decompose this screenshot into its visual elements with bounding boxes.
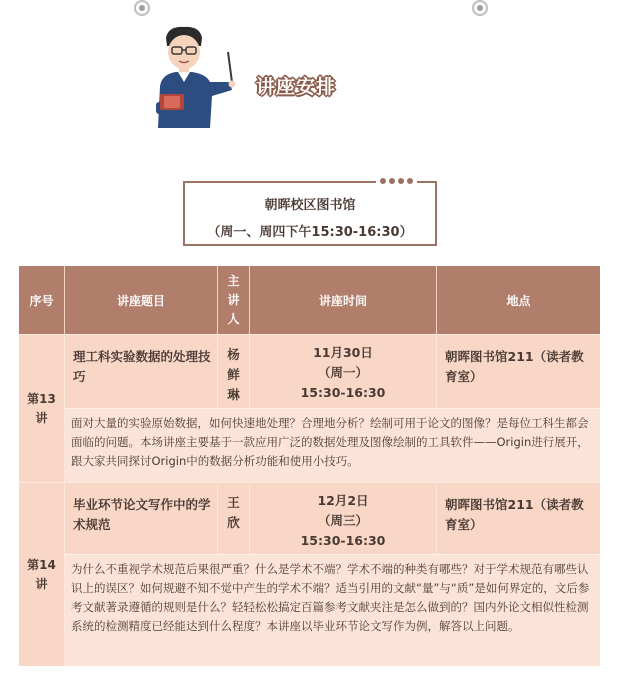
table-row: [19, 482, 600, 666]
decorative-dots-icon: [376, 178, 417, 184]
column-header-speaker: [218, 266, 250, 334]
venue-name: 朝晖校区图书馆: [264, 198, 356, 213]
lecture-description: 面对大量的实验原始数据，如何快速地处理？合理地分析？绘制可用于论文的图像？是每位工科生都会面临的问题。本场讲座主要基于一款应用广泛的数据处理及图像绘制的工具软件——Origin进行展开，跟大家共同探讨Origin中的数据分析功能和使用小技巧。: [65, 408, 600, 482]
venue-hours: （周一、周四下午15:30-16:30）: [207, 225, 413, 240]
speaker-header-char: 人: [227, 311, 240, 326]
column-header-topic: 讲座题目: [65, 266, 218, 334]
lecture-number-text: 讲: [35, 576, 48, 591]
teacher-illustration-icon: [146, 24, 246, 134]
lecture-date: 12月2日: [317, 493, 369, 508]
speaker-name-char: 欣: [227, 515, 240, 530]
lecture-weekday: （周三）: [317, 513, 368, 528]
lecture-number: [19, 483, 65, 666]
speaker-name-char: 鲜: [227, 367, 240, 382]
lecture-speaker: [218, 483, 250, 554]
lecture-location: 朝晖图书馆211（读者教育室）: [445, 497, 584, 532]
venue-card: [183, 181, 437, 246]
speaker-name-char: 杨: [227, 347, 240, 362]
lecture-hours: 15:30-16:30: [300, 533, 386, 548]
binder-ring-icon: [472, 0, 488, 16]
binder-ring-icon: [134, 0, 150, 16]
column-header-number: 序号: [19, 266, 65, 334]
page-title: 讲座安排: [256, 76, 337, 98]
speaker-header-char: 讲: [227, 292, 240, 307]
lecture-number-text: 第13: [27, 391, 56, 406]
table-header-row: [19, 266, 600, 334]
lecture-description: 为什么不重视学术规范后果很严重？什么是学术不端？学术不端的种类有哪些？对于学术规范有哪些认识上的误区？如何规避不知不觉中产生的学术不端？适当引用的文献“量”与“质”是如何界定的，文后参考文献著录遵循的规则是什么？轻轻松松搞定百篇参考文献夹注是怎么做到的？国内外论文相似性检测系统的检测精度已经能达到什么程度？本讲座以毕业环节论文写作为例，解答以上问题。: [65, 554, 600, 666]
lecture-weekday: （周一）: [317, 365, 368, 380]
lecture-topic: 理工科实验数据的处理技巧: [65, 335, 218, 408]
lecture-time: [250, 483, 437, 554]
lecture-location: 朝晖图书馆211（读者教育室）: [445, 349, 584, 384]
speaker-name-char: 王: [227, 495, 240, 510]
lecture-topic: 毕业环节论文写作中的学术规范: [65, 483, 218, 554]
lecture-number-text: 第14: [27, 557, 56, 572]
column-header-time: 讲座时间: [250, 266, 437, 334]
lecture-time: [250, 335, 437, 408]
lecture-schedule-table: [19, 266, 600, 666]
table-row: [19, 334, 600, 482]
lecture-number: [19, 335, 65, 482]
lecture-hours: 15:30-16:30: [300, 385, 386, 400]
lecture-date: 11月30日: [313, 345, 373, 360]
column-header-location: 地点: [506, 293, 531, 308]
speaker-header-char: 主: [227, 273, 240, 288]
speaker-name-char: 琳: [227, 387, 240, 402]
lecture-number-text: 讲: [35, 410, 48, 425]
lecture-speaker: [218, 335, 250, 408]
